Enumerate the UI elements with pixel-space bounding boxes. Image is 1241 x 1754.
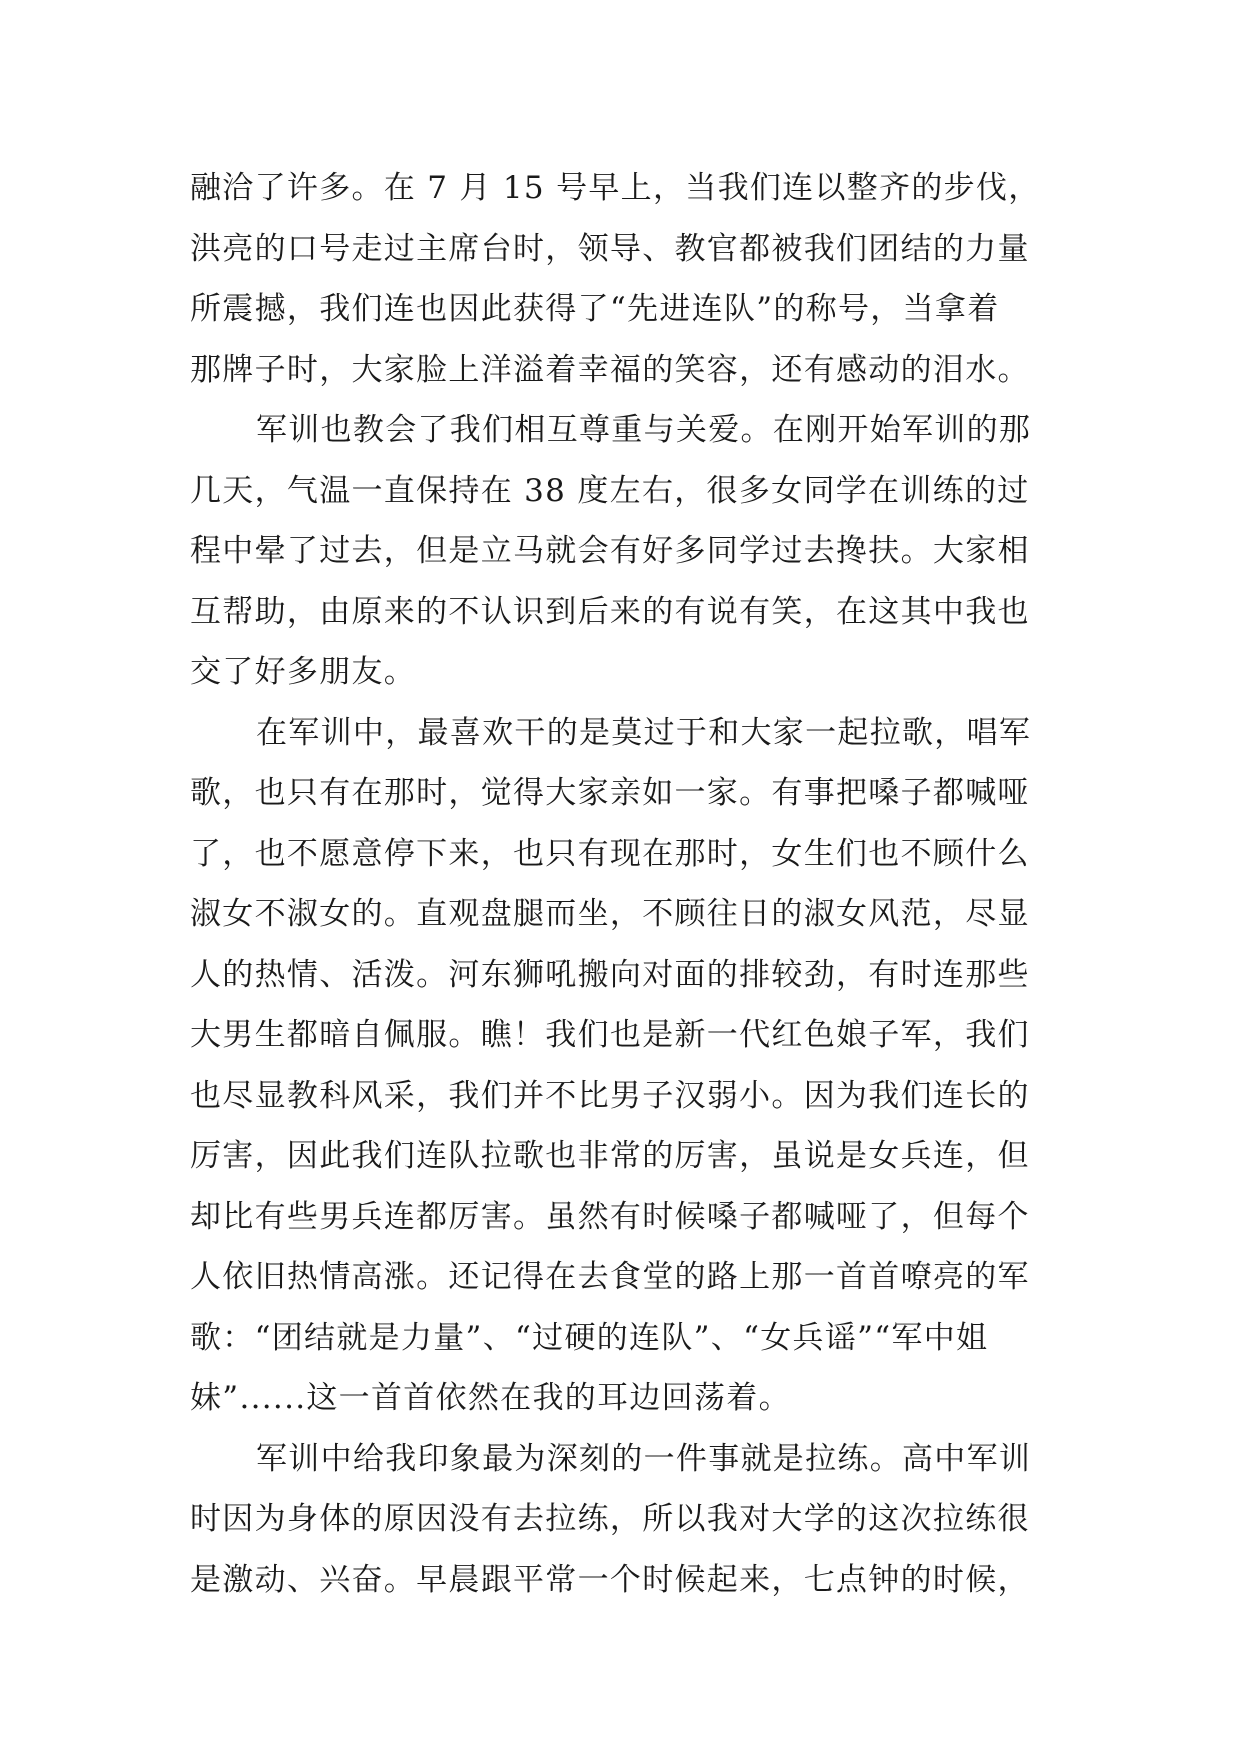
- text-line: 歌：“团结就是力量”、“过硬的连队”、“女兵谣”“军中姐: [190, 1319, 989, 1356]
- text-line: 交了好多朋友。: [190, 654, 417, 690]
- text-line: 几天，气温一直保持在 38 度左右，很多女同学在训练的过: [190, 472, 1030, 509]
- paragraph-first-line: 军训也教会了我们相互尊重与关爱。在刚开始军训的那: [256, 412, 1032, 448]
- document-body: [190, 158, 1052, 1610]
- text-line: 融洽了许多。在 7 月 15 号早上，当我们连以整齐的步伐，: [190, 170, 1041, 206]
- text-line: 淑女不淑女的。直观盘腿而坐，不顾往日的淑女风范，尽显: [190, 896, 1030, 932]
- text-line: 互帮助，由原来的不认识到后来的有说有笑，在这其中我也: [190, 593, 1030, 630]
- text-line: 人依旧热情高涨。还记得在去食堂的路上那一首首嘹亮的军: [190, 1259, 1030, 1295]
- text-line: 时因为身体的原因没有去拉练，所以我对大学的这次拉练很: [190, 1501, 1030, 1537]
- text-line: 是激动、兴奋。早晨跟平常一个时候起来，七点钟的时候，: [190, 1561, 1030, 1598]
- text-line: 歌，也只有在那时，觉得大家亲如一家。有事把嗓子都喊哑: [190, 775, 1030, 811]
- text-line: 却比有些男兵连都厉害。虽然有时候嗓子都喊哑了，但每个: [190, 1198, 1030, 1235]
- text-line: 厉害，因此我们连队拉歌也非常的厉害，虽说是女兵连，但: [190, 1138, 1030, 1174]
- text-line: 人的热情、活泼。河东狮吼搬向对面的排较劲，有时连那些: [190, 956, 1030, 993]
- text-line: 大男生都暗自佩服。瞧！我们也是新一代红色娘子军，我们: [190, 1017, 1030, 1053]
- text-line: 也尽显教科风采，我们并不比男子汉弱小。因为我们连长的: [190, 1077, 1030, 1114]
- text-line: 那牌子时，大家脸上洋溢着幸福的笑容，还有感动的泪水。: [190, 351, 1030, 388]
- text-line: 洪亮的口号走过主席台时，领导、教官都被我们团结的力量: [190, 230, 1030, 267]
- text-line: 妹”......这一首首依然在我的耳边回荡着。: [190, 1380, 791, 1416]
- text-line: 所震撼，我们连也因此获得了“先进连队”的称号，当拿着: [190, 291, 1000, 327]
- paragraph-first-line: 在军训中，最喜欢干的是莫过于和大家一起拉歌，唱军: [256, 714, 1032, 751]
- text-line: 了，也不愿意停下来，也只有现在那时，女生们也不顾什么: [190, 835, 1030, 872]
- text-line: 程中晕了过去，但是立马就会有好多同学过去搀扶。大家相: [190, 533, 1030, 569]
- paragraph-first-line: 军训中给我印象最为深刻的一件事就是拉练。高中军训: [256, 1440, 1032, 1477]
